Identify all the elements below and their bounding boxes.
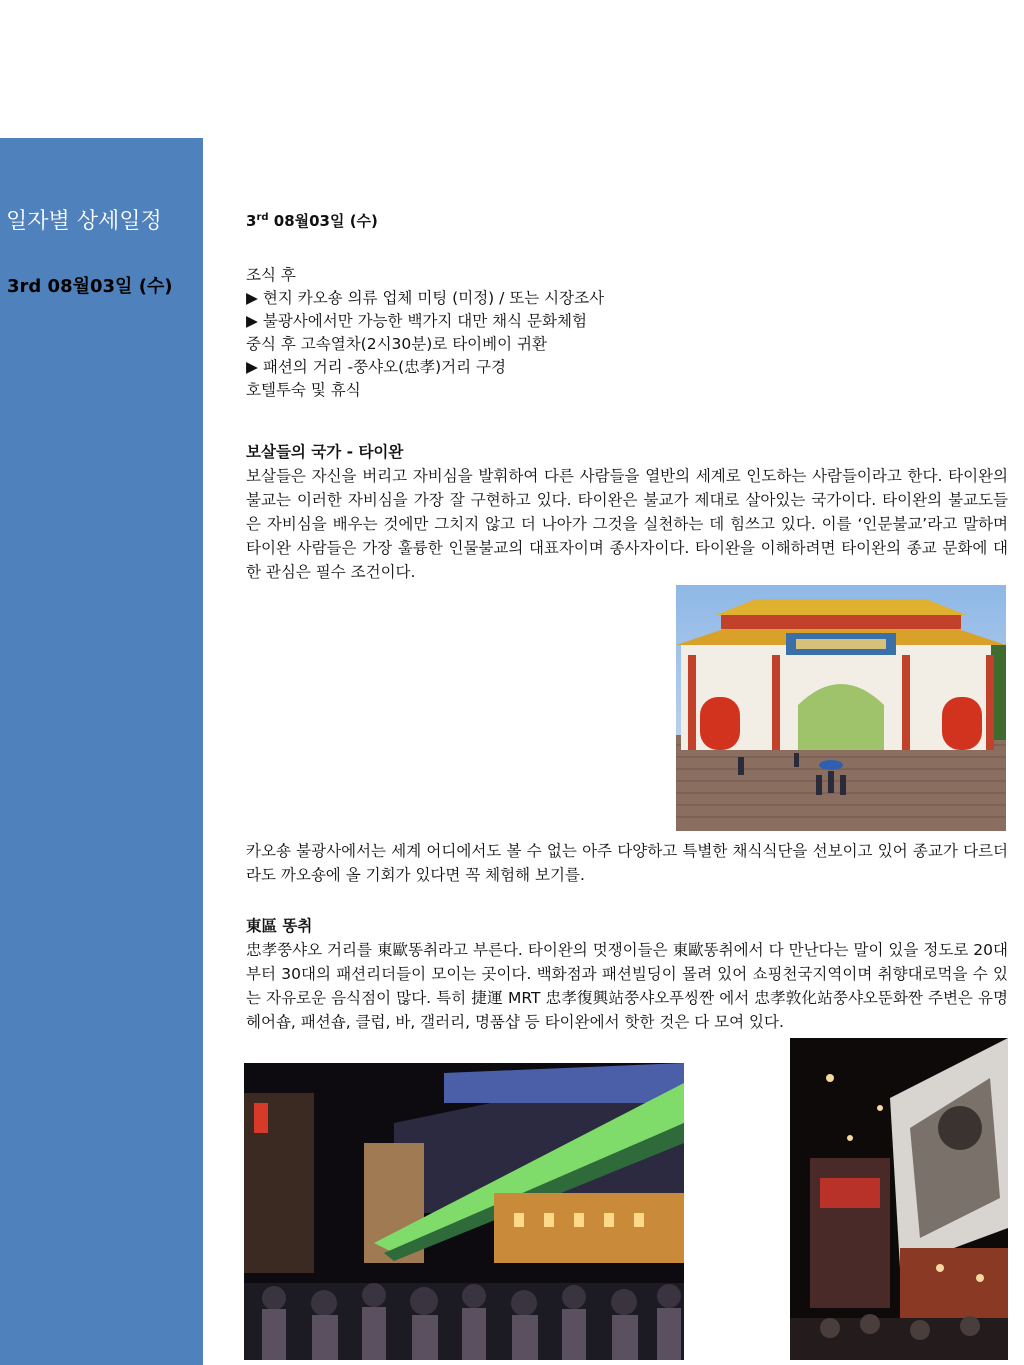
schedule-item: ▶ 패션의 거리 -쭝샤오(忠孝)거리 구경	[246, 358, 506, 376]
day-date: 08월03일 (수)	[268, 212, 378, 230]
section-buddhism-body: 보살들은 자신을 버리고 자비심을 발휘하여 다른 사람들을 열반의 세계로 인도하는 사람들이라고 한다. 타이완의 불교는 이러한 자비심을 가장 잘 구현하고 있다. 타이완은 불교가 제대로 살아있는 국가이다. 타이완의 불교도들은 자비심을 배우는 것에만 그치지 않고 더 나아가 그것을 실천하는 데 힘쓰고 있다. 이를 ‘인문불교’라고 말하며 타이완 사람들은 가장 훌륭한 인물불교의 대표자이며 종사자이다. 타이완을 이해하려면 타이완의 종교 문화에 대한 관심은 필수 조건이다.	[246, 467, 1008, 581]
section-foguang	[246, 839, 1008, 887]
night-street-photo	[244, 1063, 684, 1360]
sidebar-title: 일자별 상세일정	[6, 209, 162, 234]
section-dongqu-title: 東區 똥취	[246, 917, 313, 935]
sidebar-day-label: 3rd 08월03일 (수)	[7, 276, 173, 297]
day-ordinal-suffix: rd	[256, 212, 269, 223]
section-dongqu-body: 忠孝쭝샤오 거리를 東歐똥취라고 부른다. 타이완의 멋쟁이들은 東歐똥취에서 다 만난다는 말이 있을 정도로 20대 부터 30대의 패션리더들이 모이는 곳이다. 백화점과 패션빌딩이 몰려 있어 쇼핑천국지역이며 취향대로먹을 수 있는 자유로운 음식점이 많다. 특히 捷運 MRT 忠孝復興站쭝샤오푸씽짠 에서 忠孝敦化站쭝샤오뚠화짠 주변은 유명 헤어숍, 패션숍, 클럽, 바, 갤러리, 명품샵 등 타이완에서 핫한 것은 다 모여 있다.	[246, 941, 1008, 1031]
day-ordinal: 3	[246, 212, 257, 230]
section-buddhism	[246, 440, 1008, 584]
schedule-item: ▶ 현지 카오숑 의류 업체 미팅 (미정) / 또는 시장조사	[246, 289, 605, 307]
section-dongqu	[246, 914, 1008, 1034]
schedule-list	[246, 264, 966, 402]
sidebar-panel	[0, 138, 203, 1365]
section-buddhism-title: 보살들의 국가 - 타이완	[246, 443, 404, 461]
section-foguang-body: 카오숑 불광사에서는 세계 어디에서도 볼 수 없는 아주 다양하고 특별한 채식식단을 선보이고 있어 종교가 다르더라도 까오숑에 올 기회가 있다면 꼭 체험해 보기를.	[246, 842, 1008, 884]
schedule-item: 중식 후 고속열차(2시30분)로 타이베이 귀환	[246, 335, 547, 353]
day-heading	[246, 210, 378, 231]
schedule-item: ▶ 불광사에서만 가능한 백가지 대만 채식 문화체험	[246, 312, 587, 330]
schedule-item: 조식 후	[246, 266, 296, 284]
schedule-item: 호텔투숙 및 휴식	[246, 381, 361, 399]
temple-gate-photo	[676, 585, 1006, 831]
billboard-photo	[790, 1038, 1008, 1360]
